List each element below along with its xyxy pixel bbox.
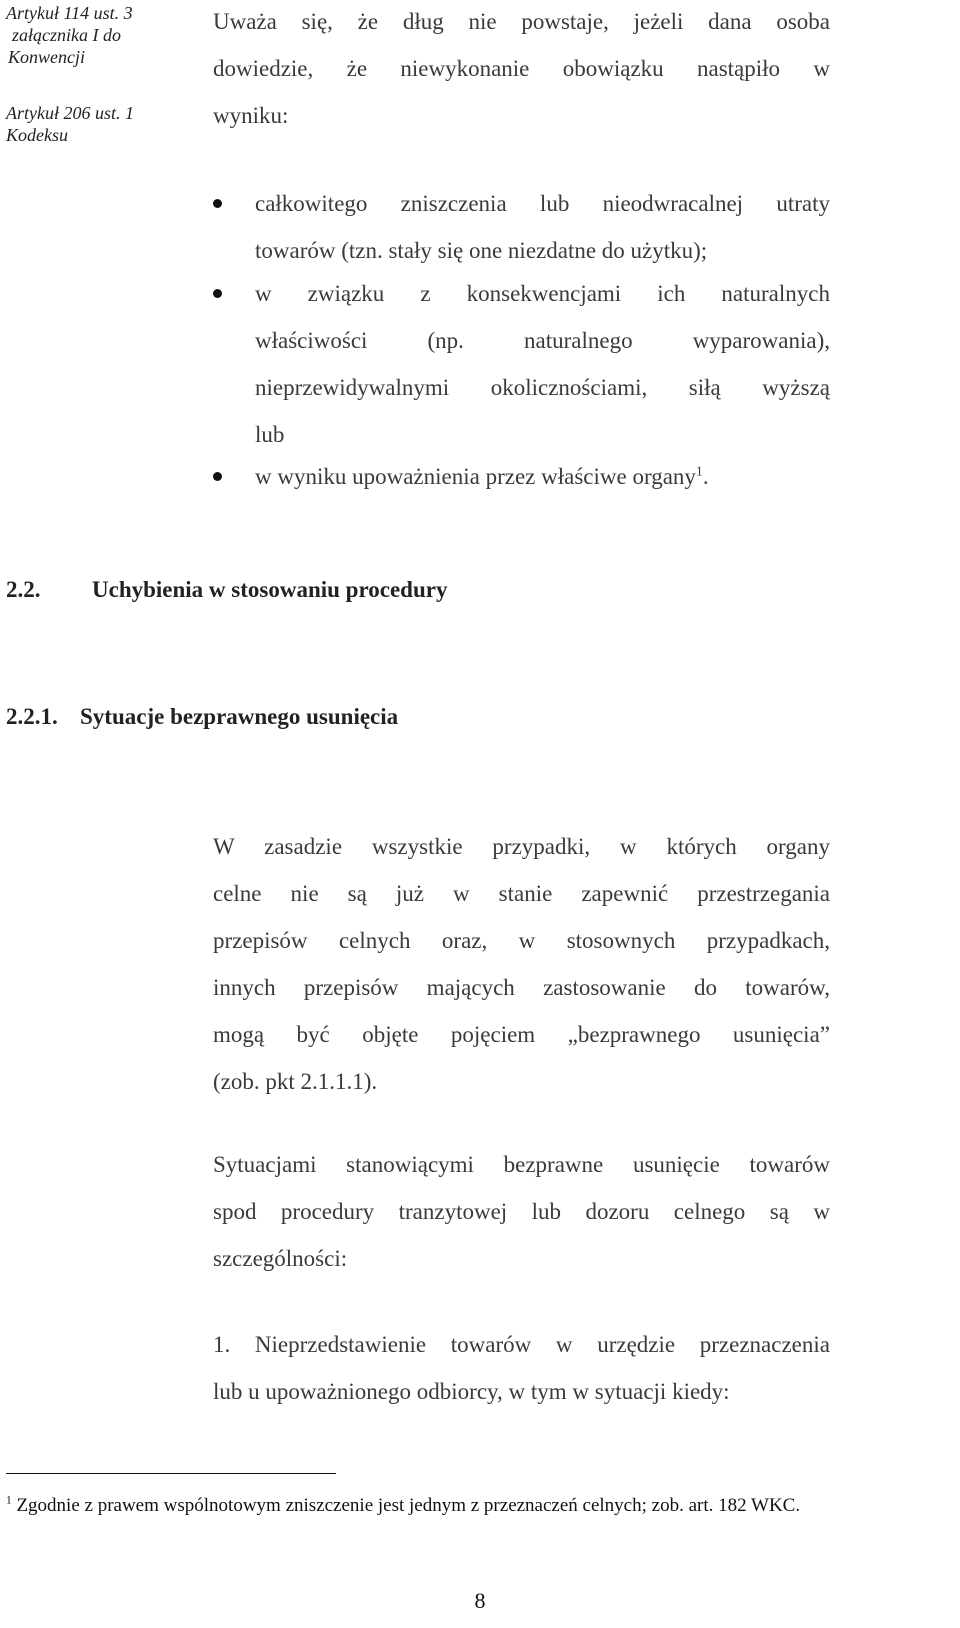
paragraph-line: spod procedury tranzytowej lub dozoru celnego są w — [213, 1199, 830, 1224]
bullet-item-authorization — [213, 453, 830, 500]
footnote-text: Zgodnie z prawem wspólnotowym zniszczenie jest jednym z przeznaczeń celnych; zob. art. 182 WKC. — [16, 1495, 801, 1516]
paragraph-line: przepisów celnych oraz, w stosownych przypadkach, — [213, 928, 830, 953]
section-title: Sytuacje bezprawnego usunięcia — [80, 704, 399, 729]
footnote-marker: 1 — [6, 1494, 12, 1507]
bullet-icon — [213, 199, 222, 208]
paragraph-line: lub u upoważnionego odbiorcy, w tym w sytuacji kiedy: — [213, 1379, 730, 1404]
section-heading-2-2 — [6, 575, 447, 605]
bullet-line: w związku z konsekwencjami ich naturalnych — [255, 281, 830, 306]
paragraph-line: Sytuacjami stanowiącymi bezprawne usunięcie towarów — [213, 1152, 830, 1177]
section-number: 2.2. — [6, 577, 41, 602]
bullet-item-destruction — [213, 180, 830, 274]
bullet-item-natural-properties — [213, 270, 830, 458]
intro-line: dowiedzie, że niewykonanie obowiązku nastąpiło w — [213, 56, 830, 81]
page-number: 8 — [474, 1588, 486, 1613]
bullet-line: całkowitego zniszczenia lub nieodwracalnej utraty — [255, 191, 830, 216]
footnote-separator — [6, 1473, 336, 1474]
footnote-ref[interactable]: 1 — [695, 463, 703, 479]
section-title: Uchybienia w stosowaniu procedury — [92, 577, 448, 602]
margin-note-line: Artykuł 114 ust. 3 — [6, 3, 133, 23]
margin-note-line: załącznika I do — [12, 25, 121, 45]
paragraph-line: celne nie są już w stanie zapewnić przestrzegania — [213, 881, 830, 906]
bullet-line: właściwości (np. naturalnego wyparowania), — [255, 328, 830, 353]
bullet-line: nieprzewidywalnymi okolicznościami, siłą wyższą — [255, 375, 830, 400]
section-number: 2.2.1. — [6, 704, 58, 729]
bullet-line: lub — [255, 422, 285, 447]
paragraph-numbered-item-1 — [213, 1321, 830, 1415]
paragraph-line: (zob. pkt 2.1.1.1). — [213, 1069, 378, 1094]
margin-note-article-114 — [6, 2, 176, 68]
paragraph-line: innych przepisów mających zastosowanie do towarów, — [213, 975, 830, 1000]
paragraph-line: W zasadzie wszystkie przypadki, w których organy — [213, 834, 830, 859]
section-heading-2-2-1 — [6, 702, 398, 732]
paragraph-unlawful-removal — [213, 823, 830, 1105]
intro-line: Uważa się, że dług nie powstaje, jeżeli dana osoba — [213, 9, 830, 34]
footnote — [6, 1494, 800, 1518]
paragraph-situations — [213, 1141, 830, 1282]
intro-line: wyniku: — [213, 103, 289, 128]
bullet-icon — [213, 289, 222, 298]
bullet-suffix: . — [702, 464, 709, 489]
paragraph-line: szczególności: — [213, 1246, 348, 1271]
intro-paragraph — [213, 0, 830, 139]
margin-note-article-206 — [6, 102, 176, 146]
paragraph-line: mogą być objęte pojęciem „bezprawnego usunięcia” — [213, 1022, 830, 1047]
margin-note-line: Artykuł 206 ust. 1 — [6, 103, 134, 123]
bullet-line: towarów (tzn. stały się one niezdatne do użytku); — [255, 238, 708, 263]
bullet-icon — [213, 472, 222, 481]
paragraph-line: 1. Nieprzedstawienie towarów w urzędzie przeznaczenia — [213, 1332, 830, 1357]
margin-note-line: Konwencji — [8, 47, 85, 67]
margin-note-line: Kodeksu — [6, 125, 68, 145]
bullet-line: w wyniku upoważnienia przez właściwe organy — [255, 464, 696, 489]
